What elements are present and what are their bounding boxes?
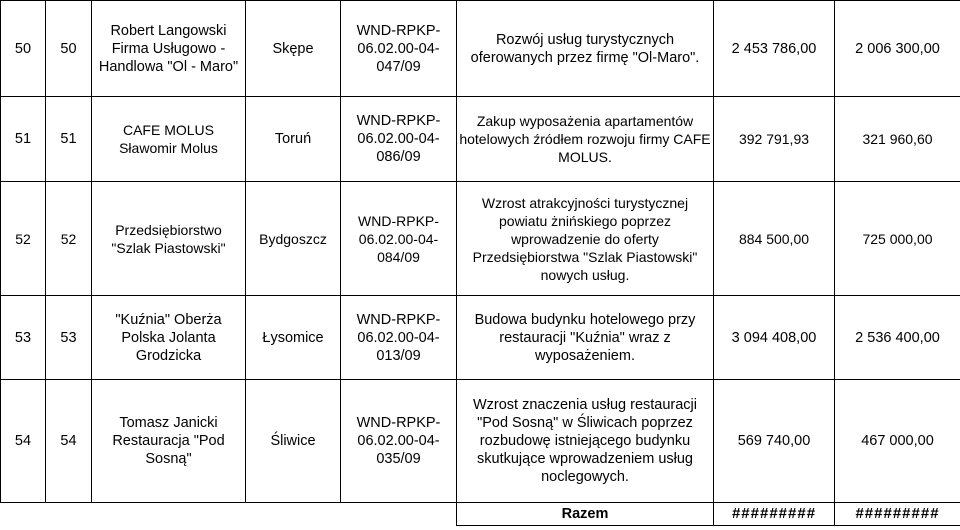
total-row xyxy=(1,503,960,526)
table-row xyxy=(1,182,960,296)
row-city: Łysomice xyxy=(246,296,341,380)
row-code: WND-RPKP-06.02.00-04-035/09 xyxy=(341,380,457,503)
total-row-blank xyxy=(1,503,457,526)
row-city: Skępe xyxy=(246,1,341,97)
row-code: WND-RPKP-06.02.00-04-084/09 xyxy=(341,182,457,296)
row-nr: 51 xyxy=(46,97,92,182)
row-total: 569 740,00 xyxy=(714,380,835,503)
row-title: Wzrost atrakcyjności turystycznej powiatu żnińskiego poprzez wprowadzenie do oferty Przedsiębiorstwa "Szlak Piastowski" nowych usług. xyxy=(457,182,714,296)
table-row xyxy=(1,97,960,182)
table-row xyxy=(1,296,960,380)
row-code: WND-RPKP-06.02.00-04-086/09 xyxy=(341,97,457,182)
row-city: Bydgoszcz xyxy=(246,182,341,296)
row-title: Budowa budynku hotelowego przy restauracji "Kuźnia" wraz z wyposażeniem. xyxy=(457,296,714,380)
row-lp: 53 xyxy=(1,296,46,380)
table-row xyxy=(1,380,960,503)
row-lp: 54 xyxy=(1,380,46,503)
row-lp: 51 xyxy=(1,97,46,182)
total-eligible-sum: ######### xyxy=(835,503,960,526)
row-beneficiary: Przedsiębiorstwo "Szlak Piastowski" xyxy=(92,182,246,296)
row-total: 3 094 408,00 xyxy=(714,296,835,380)
row-lp: 50 xyxy=(1,1,46,97)
row-total: 2 453 786,00 xyxy=(714,1,835,97)
row-nr: 52 xyxy=(46,182,92,296)
row-eligible: 2 536 400,00 xyxy=(835,296,960,380)
total-sum: ######### xyxy=(714,503,835,526)
row-total: 884 500,00 xyxy=(714,182,835,296)
row-title: Rozwój usług turystycznych oferowanych przez firmę "Ol-Maro". xyxy=(457,1,714,97)
row-city: Toruń xyxy=(246,97,341,182)
row-code: WND-RPKP-06.02.00-04-013/09 xyxy=(341,296,457,380)
table-row xyxy=(1,1,960,97)
row-title: Wzrost znaczenia usług restauracji "Pod Sosną" w Śliwicach poprzez rozbudowę istniejącego budynku skutkujące wprowadzeniem usług noclegowych. xyxy=(457,380,714,503)
row-total: 392 791,93 xyxy=(714,97,835,182)
row-lp: 52 xyxy=(1,182,46,296)
row-eligible: 321 960,60 xyxy=(835,97,960,182)
row-eligible: 467 000,00 xyxy=(835,380,960,503)
row-beneficiary: CAFE MOLUS Sławomir Molus xyxy=(92,97,246,182)
row-nr: 50 xyxy=(46,1,92,97)
total-label: Razem xyxy=(457,503,714,526)
row-beneficiary: "Kuźnia" Oberża Polska Jolanta Grodzicka xyxy=(92,296,246,380)
row-city: Śliwice xyxy=(246,380,341,503)
row-nr: 54 xyxy=(46,380,92,503)
row-beneficiary: Tomasz Janicki Restauracja "Pod Sosną" xyxy=(92,380,246,503)
row-eligible: 725 000,00 xyxy=(835,182,960,296)
row-nr: 53 xyxy=(46,296,92,380)
row-code: WND-RPKP-06.02.00-04-047/09 xyxy=(341,1,457,97)
row-beneficiary: Robert Langowski Firma Usługowo - Handlowa "Ol - Maro" xyxy=(92,1,246,97)
row-title: Zakup wyposażenia apartamentów hotelowych źródłem rozwoju firmy CAFE MOLUS. xyxy=(457,97,714,182)
row-eligible: 2 006 300,00 xyxy=(835,1,960,97)
